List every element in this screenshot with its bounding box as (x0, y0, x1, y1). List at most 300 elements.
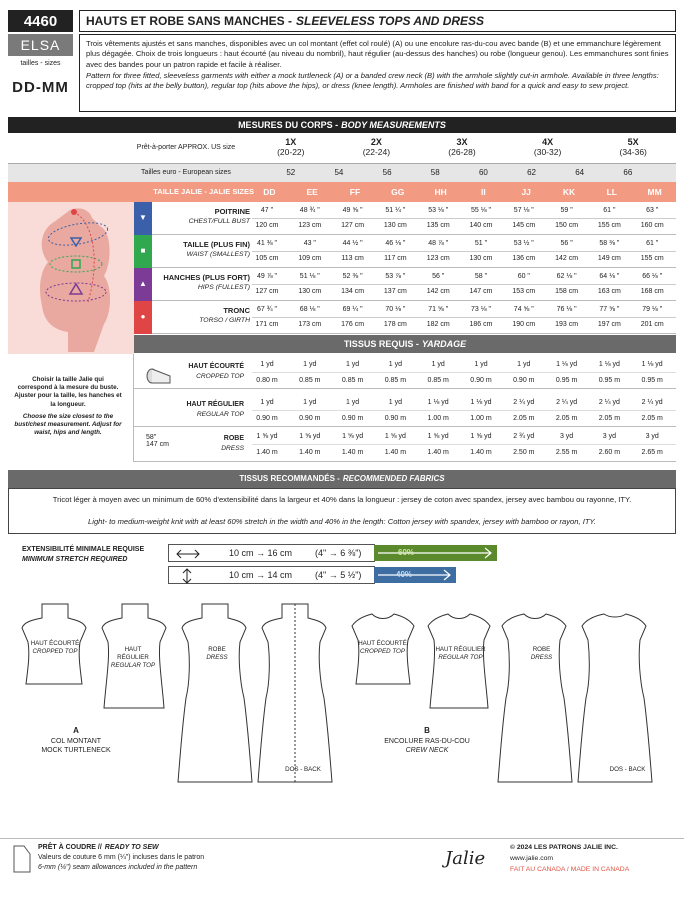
stretch-h-inches: (4" → 6 ⅜") (315, 548, 362, 558)
yardage-heading (134, 335, 676, 353)
cm-value: 135 cm (426, 222, 450, 229)
cm-value: 130 cm (469, 255, 493, 262)
inch-value: 49 ⅝ " (342, 207, 363, 214)
euro-size: 62 (527, 168, 536, 177)
yardage-row (134, 427, 676, 462)
cm-value: 113 cm (341, 255, 364, 262)
euro-size: 60 (478, 168, 488, 177)
stretch-h-cm: 10 cm → 16 cm (229, 548, 293, 558)
body-figure (8, 202, 134, 354)
cm-value: 142 cm (426, 288, 450, 295)
rtw-size-range: (30-32) (533, 147, 562, 157)
cm-value: 127 cm (255, 288, 279, 295)
inch-value: 58 ⅜ " (599, 240, 620, 247)
cm-value: 117 cm (384, 255, 407, 262)
measurement-row (134, 301, 676, 334)
measure-symbol-icon: ■ (140, 246, 146, 255)
meter-value: 1.40 m (341, 449, 364, 456)
cm-value: 123 cm (426, 255, 450, 262)
jalie-size: HH (434, 187, 447, 197)
yard-value: 1 ⅝ yd (384, 433, 406, 440)
yardage-row (134, 355, 676, 389)
a-back-label: DOS - BACK (285, 766, 321, 773)
yard-value: 1 yd (388, 361, 402, 368)
euro-size: 54 (334, 168, 344, 177)
website-link[interactable]: www.jalie.com (510, 855, 554, 862)
yard-value: 2 ¾ yd (513, 433, 535, 440)
inch-value: 43 " (303, 240, 316, 247)
view-b-label (372, 726, 482, 756)
inch-value: 51 " (474, 240, 488, 247)
cm-value: 178 cm (383, 321, 407, 328)
cm-value: 190 cm (512, 321, 536, 328)
meter-value: 1.40 m (470, 449, 492, 456)
inch-value: 55 ⅛ " (471, 207, 491, 214)
inch-value: 77 ⅝ " (599, 306, 620, 313)
inch-value: 74 ⅝ " (513, 306, 534, 313)
inch-value: 48 ¾ " (299, 207, 320, 214)
vertical-arrow-icon (181, 568, 193, 584)
cm-value: 127 cm (341, 222, 365, 229)
yard-value: 1 yd (345, 399, 360, 406)
meter-value: 2.05 m (598, 415, 621, 422)
pattern-title (79, 10, 676, 32)
stretch-label-fr: EXTENSIBILITÉ MINIMALE REQUISE (22, 546, 145, 553)
yard-value: 2 ¼ yd (556, 399, 578, 406)
measure-subtitle: TORSO / GIRTH (199, 317, 250, 324)
euro-size: 52 (286, 168, 296, 177)
instructions-fr: Choisir la taille Jalie qui correspond à la mesure du buste. Ajuster pour la taille, les hanches et la longueur. (14, 376, 122, 408)
title-en: SLEEVELESS TOPS AND DRESS (296, 14, 485, 28)
measure-subtitle: HIPS (FULLEST) (197, 284, 250, 291)
inch-value: 53 ½ " (513, 240, 534, 247)
measure-color-icon (134, 235, 152, 268)
rtw-size-range: (26-28) (448, 147, 476, 157)
measurement-row (134, 268, 676, 301)
inch-value: 66 ⅛ " (642, 273, 663, 280)
inch-value: 64 ⅛ " (599, 273, 620, 280)
view-a-en: MOCK TURTLENECK (41, 747, 111, 755)
rtw-size-row (8, 134, 676, 164)
label-en: REGULAR TOP (110, 661, 156, 669)
inch-value: 70 ⅛ " (385, 306, 406, 313)
yardage-subtitle: DRESS (221, 445, 244, 452)
inch-value: 41 ⅜ " (257, 240, 277, 247)
meter-value: 0.90 m (299, 415, 321, 422)
rtw-size-main: 5X (627, 137, 639, 147)
view-b-en: CREW NECK (405, 747, 449, 755)
yard-value: 1 yd (303, 399, 317, 406)
label-fr: HAUT RÉGULIER (435, 646, 486, 653)
measure-subtitle: WAIST (SMALLEST) (186, 251, 250, 258)
label-en: DRESS (530, 653, 553, 661)
measure-title: POITRINE (214, 207, 250, 216)
measure-title: TAILLE (PLUS FIN) (183, 240, 250, 249)
cm-value: 153 cm (512, 288, 536, 295)
cm-value: 160 cm (640, 222, 664, 229)
yard-value: 3 yd (559, 433, 574, 440)
cm-value: 186 cm (469, 321, 493, 328)
inch-value: 53 ⅛ " (428, 207, 449, 214)
ready-to-sew-en: READY TO SEW (104, 844, 159, 851)
stretch-v-inches: (4" → 5 ½") (315, 570, 362, 580)
inch-value: 53 ⅞ " (385, 273, 406, 280)
cm-value: 201 cm (640, 321, 664, 328)
heading-en: RECOMMENDED FABRICS (342, 474, 445, 483)
meter-value: 0.90 m (384, 415, 407, 422)
rtw-size-main: 1X (285, 137, 297, 147)
meter-value: 0.90 m (470, 377, 492, 384)
euro-size: 56 (382, 168, 392, 177)
stretch-v-percent: 40% (396, 570, 413, 579)
yard-value: 1 ⅝ yd (342, 433, 364, 440)
description-en: Pattern for three fitted, sleeveless garments with either a mock turtleneck (A) or a banded crew neck (B) with the armhole slightly cut-in armhole. Available in three lengths: cropped top (hits at the belly button), regular top (hits above the hips), or dress (knee length). Armholes are finished with band for a quick and easy to sew project. (86, 70, 659, 90)
b-dress-drawing (498, 614, 572, 782)
jalie-size: GG (391, 187, 405, 197)
measurement-row (134, 202, 676, 235)
yard-value: 2 ¼ yd (641, 399, 663, 406)
meter-value: 0.90 m (341, 415, 364, 422)
rtw-size (590, 137, 676, 157)
meter-value: 0.95 m (641, 377, 663, 384)
a-dress-back-drawing (258, 604, 332, 782)
yardage-title: HAUT ÉCOURTÉ (188, 363, 244, 370)
pattern-description (79, 34, 676, 112)
inch-value: 47 " (260, 207, 274, 214)
inch-value: 44 ½ " (342, 240, 363, 247)
fabrics-text-en: Light- to medium-weight knit with at least 60% stretch in the width and 40% in the length: Cotton jersey with spandex, jersey with bamboo or rayon, ITY. (88, 517, 596, 526)
meter-value: 0.85 m (299, 377, 321, 384)
inch-value: 68 ⅛ " (299, 306, 320, 313)
yardage-subtitle: REGULAR TOP (196, 411, 244, 418)
jalie-size: LL (606, 187, 617, 197)
footer-divider (0, 838, 684, 839)
jalie-size: DD (263, 187, 276, 197)
cm-value: 163 cm (597, 288, 621, 295)
row-separator (252, 317, 676, 318)
yard-value: 3 yd (645, 433, 659, 440)
sizes-label: tailles - sizes (20, 60, 61, 67)
cm-value: 150 cm (555, 222, 579, 229)
cm-value: 134 cm (341, 288, 365, 295)
view-a-letter: A (73, 726, 79, 735)
meter-value: 0.85 m (341, 377, 364, 384)
cm-value: 137 cm (383, 288, 407, 295)
meter-value: 0.90 m (256, 415, 278, 422)
jalie-size: FF (349, 187, 361, 197)
body-measurements-heading (8, 117, 676, 133)
b-back-label: DOS - BACK (609, 766, 646, 773)
cm-value: 120 cm (255, 222, 279, 229)
inch-value: 73 ⅛ " (471, 306, 491, 313)
rtw-size (334, 137, 420, 157)
measure-subtitle: CHEST/FULL BUST (188, 218, 250, 225)
meter-value: 1.00 m (427, 415, 449, 422)
view-b-illustrations (348, 598, 678, 784)
horizontal-arrow-icon (175, 549, 201, 559)
meter-value: 2.05 m (641, 415, 663, 422)
label-en: REGULAR TOP (438, 653, 483, 661)
meter-value: 0.95 m (598, 377, 621, 384)
cm-value: 105 cm (255, 255, 279, 262)
stretch-vertical (168, 566, 375, 584)
jalie-size: EE (306, 187, 318, 197)
inch-value: 52 ⅜ " (342, 273, 363, 280)
jalie-size: KK (562, 187, 576, 197)
stretch-h-arrow (374, 545, 497, 561)
label-en: CROPPED TOP (32, 647, 78, 655)
view-a-label (36, 726, 116, 756)
row-separator (252, 444, 676, 445)
label-en: DRESS (206, 653, 228, 661)
cm-value: 123 cm (298, 222, 322, 229)
yard-value: 1 ⅛ yd (641, 361, 663, 368)
inch-value: 58 " (474, 273, 488, 280)
meter-value: 2.05 m (513, 415, 535, 422)
rtw-size-range: (20-22) (277, 147, 305, 157)
yard-value: 3 yd (602, 433, 616, 440)
cm-value: 130 cm (383, 222, 407, 229)
inch-value: 71 ⅝ " (428, 306, 449, 313)
yardage-title: HAUT RÉGULIER (186, 401, 244, 408)
euro-size: 58 (430, 168, 440, 177)
row-separator (252, 218, 676, 219)
view-b-letter: B (424, 726, 430, 735)
cm-value: 136 cm (512, 255, 536, 262)
rtw-size (505, 137, 591, 157)
euro-size: 66 (623, 168, 633, 177)
heading-fr: TISSUS REQUIS - (343, 339, 419, 349)
yardage-row (134, 393, 676, 427)
yard-value: 1 yd (474, 361, 488, 368)
stretch-h-bar (374, 545, 497, 561)
measure-color-icon (134, 268, 152, 301)
cm-value: 171 cm (255, 321, 279, 328)
meter-value: 0.95 m (555, 377, 578, 384)
meter-value: 2.50 m (513, 449, 535, 456)
inch-value: 57 ⅛ " (513, 207, 534, 214)
inch-value: 56 " (560, 240, 573, 247)
fabric-width-inches: 58" (146, 434, 157, 441)
jalie-size: JJ (521, 187, 531, 197)
yard-value: 2 ¼ yd (513, 399, 535, 406)
measurement-row (134, 235, 676, 268)
measure-symbol-icon: ▲ (139, 279, 147, 288)
yard-value: 1 ⅛ yd (470, 399, 492, 406)
euro-size-row (8, 164, 676, 182)
view-b-fr: ENCOLURE RAS-DU-COU (384, 737, 470, 745)
made-in-canada: FAIT AU CANADA / MADE IN CANADA (510, 866, 630, 873)
stretch-v-bar (374, 567, 456, 583)
yard-value: 1 ⅝ yd (299, 433, 321, 440)
fabric-width-cm: 147 cm (146, 441, 169, 448)
meter-value: 1.00 m (470, 415, 492, 422)
inch-value: 51 ¼ " (385, 207, 406, 214)
row-separator (252, 372, 676, 373)
label-fr: HAUT ÉCOURTÉ (358, 640, 407, 647)
yard-value: 1 yd (517, 361, 531, 368)
yardage-title: ROBE (223, 435, 244, 442)
stretch-label (22, 545, 144, 565)
yard-value: 2 ¼ yd (598, 399, 620, 406)
torso-marker (71, 209, 77, 215)
inch-value: 51 ⅛ " (299, 273, 320, 280)
label-fr: HAUT RÉGULIER (117, 646, 149, 661)
measure-color-icon (134, 301, 152, 334)
rtw-size-range: (22-24) (362, 147, 391, 157)
pattern-number: 4460 (8, 10, 73, 32)
a-regular-label (108, 646, 158, 669)
cm-value: 109 cm (298, 255, 322, 262)
inch-value: 62 ⅛ " (556, 273, 577, 280)
description-fr: Trois vêtements ajustés et sans manches, disponibles avec un col montant (effet col roulé) (A) ou une encolure ras-du-cou avec bande (B) et une emmanchure légèrement plus dégagée. Choix de trois longueurs : haut écourté (au niveau du nombril), haut régulier (au-dessus des hanches) ou robe (longueur genou). Les emmanchures sont finies avec des bandes pour un patron rapide et facile à réaliser. (86, 39, 669, 69)
pattern-piece-icon (12, 844, 32, 874)
jalie-size: II (481, 187, 486, 197)
meter-value: 1.40 m (427, 449, 449, 456)
cm-value: 142 cm (555, 255, 579, 262)
ready-to-sew-fr: PRÊT À COUDRE // (38, 844, 102, 851)
seam-allowance-en: 6-mm (¼") seam allowances included in the pattern (38, 864, 198, 871)
jalie-size-row (8, 182, 676, 202)
label-en: CROPPED TOP (360, 647, 405, 655)
meter-value: 0.80 m (256, 377, 278, 384)
euro-size: 64 (575, 168, 585, 177)
jalie-label: TAILLE JALIE - JALIE SIZES (153, 187, 254, 196)
jalie-logo: Jalie (445, 848, 486, 869)
inch-value: 60 " (517, 273, 530, 280)
a-dress-label (192, 646, 242, 662)
meter-value: 0.85 m (384, 377, 407, 384)
heading-en: YARDAGE (421, 339, 467, 349)
stretch-h-percent: 60% (398, 548, 415, 557)
yard-value: 1 ⅛ yd (598, 361, 620, 368)
yard-value: 1 ⅝ yd (256, 433, 278, 440)
inch-value: 46 ⅛ " (385, 240, 406, 247)
copyright: © 2024 LES PATRONS JALIE INC. (510, 844, 618, 851)
rtw-size-main: 3X (456, 137, 468, 147)
inch-value: 79 ⅛ " (642, 306, 663, 313)
view-a-fr: COL MONTANT (50, 737, 102, 745)
measure-symbol-icon: ▼ (139, 213, 147, 222)
rtw-size-main: 2X (370, 137, 382, 147)
label-fr: ROBE (532, 646, 551, 653)
cm-value: 182 cm (426, 321, 450, 328)
view-a-illustrations (14, 598, 344, 784)
ready-to-sew (38, 844, 159, 851)
cm-value: 168 cm (640, 288, 664, 295)
jalie-size: MM (647, 187, 662, 197)
cm-value: 155 cm (640, 255, 664, 262)
yard-value: 1 yd (431, 361, 445, 368)
meter-value: 1.40 m (256, 449, 278, 456)
inch-value: 49 ⅞ " (257, 273, 277, 280)
inch-value: 59 " (560, 207, 573, 214)
rtw-label: Prêt-à-porter APPROX. US size (136, 144, 236, 151)
meter-value: 1.40 m (299, 449, 321, 456)
b-dress-back-drawing (578, 614, 652, 782)
fabrics-text-fr: Tricot léger à moyen avec un minimum de 60% d'extensibilité dans la largeur et 40% dans la longueur : jersey de coton avec spandex, jersey avec bambou ou rayonne, ITY. (52, 495, 632, 504)
heading-fr: MESURES DU CORPS - (238, 120, 339, 130)
meter-value: 0.90 m (513, 377, 535, 384)
rtw-size-range: (34-36) (619, 147, 647, 157)
recommended-fabrics-heading (8, 470, 676, 488)
seam-allowance-fr: Valeurs de couture 6 mm (¼") incluses dans le patron (38, 854, 205, 861)
a-cropped-label (30, 640, 80, 656)
yardage-subtitle: CROPPED TOP (196, 373, 244, 380)
cm-value: 149 cm (597, 255, 621, 262)
instructions-en: Choose the size closest to the bust/chest measurement. Adjust for waist, hips and length. (14, 412, 122, 437)
cm-value: 145 cm (512, 222, 536, 229)
label-fr: ROBE (208, 646, 226, 653)
yard-value: 1 ⅛ yd (556, 361, 578, 368)
yard-value: 1 ⅝ yd (470, 433, 492, 440)
meter-value: 2.60 m (598, 449, 621, 456)
pattern-name: ELSA (8, 34, 73, 56)
rtw-size (248, 137, 334, 157)
label-fr: HAUT ÉCOURTÉ (30, 640, 80, 647)
heading-fr: TISSUS RECOMMANDÉS - (239, 474, 340, 483)
yard-value: 1 ⅝ yd (427, 433, 449, 440)
cm-value: 176 cm (341, 321, 365, 328)
heading-en: BODY MEASUREMENTS (341, 120, 446, 130)
stretch-horizontal (168, 544, 375, 562)
size-instructions (14, 376, 122, 437)
yard-value: 1 yd (388, 399, 402, 406)
cm-value: 193 cm (555, 321, 579, 328)
row-separator (252, 410, 676, 411)
stretch-label-en: MINIMUM STRETCH REQUIRED (22, 555, 128, 563)
cm-value: 158 cm (555, 288, 579, 295)
yard-value: 1 yd (260, 361, 274, 368)
yard-value: 1 yd (303, 361, 317, 368)
rtw-size-main: 4X (542, 137, 554, 147)
title-fr: HAUTS ET ROBE SANS MANCHES - (86, 14, 293, 28)
cm-value: 130 cm (298, 288, 322, 295)
measure-color-icon (134, 202, 152, 235)
b-dress-label (514, 646, 569, 662)
cm-value: 140 cm (469, 222, 493, 229)
a-dress-drawing (178, 604, 252, 782)
cm-value: 197 cm (597, 321, 621, 328)
b-regular-label (433, 646, 488, 662)
yard-value: 1 yd (260, 399, 274, 406)
inch-value: 61 " (646, 240, 659, 247)
inch-value: 56 " (432, 273, 445, 280)
inch-value: 76 ⅛ " (556, 306, 577, 313)
meter-value: 0.85 m (427, 377, 449, 384)
cm-value: 147 cm (469, 288, 493, 295)
stretch-v-cm: 10 cm → 14 cm (229, 570, 293, 580)
euro-label: Tailles euro - European sizes (141, 169, 231, 176)
stretch-v-arrow (374, 567, 456, 583)
measure-symbol-icon: ● (140, 312, 146, 321)
yard-value: 1 yd (345, 361, 360, 368)
inch-value: 67 ¾ " (257, 306, 277, 313)
row-separator (252, 251, 676, 252)
yard-value: 1 ⅛ yd (427, 399, 449, 406)
measure-title: HANCHES (PLUS FORT) (163, 273, 250, 282)
b-cropped-label (355, 640, 410, 656)
row-separator (252, 284, 676, 285)
inch-value: 48 ⅞ " (428, 240, 449, 247)
measure-title: TRONC (223, 306, 250, 315)
inch-value: 69 ¼ " (342, 306, 363, 313)
size-range: DD-MM (12, 79, 69, 96)
meter-value: 2.65 m (641, 449, 663, 456)
inch-value: 61 " (603, 207, 616, 214)
meter-value: 2.05 m (555, 415, 578, 422)
meter-value: 2.55 m (555, 449, 578, 456)
